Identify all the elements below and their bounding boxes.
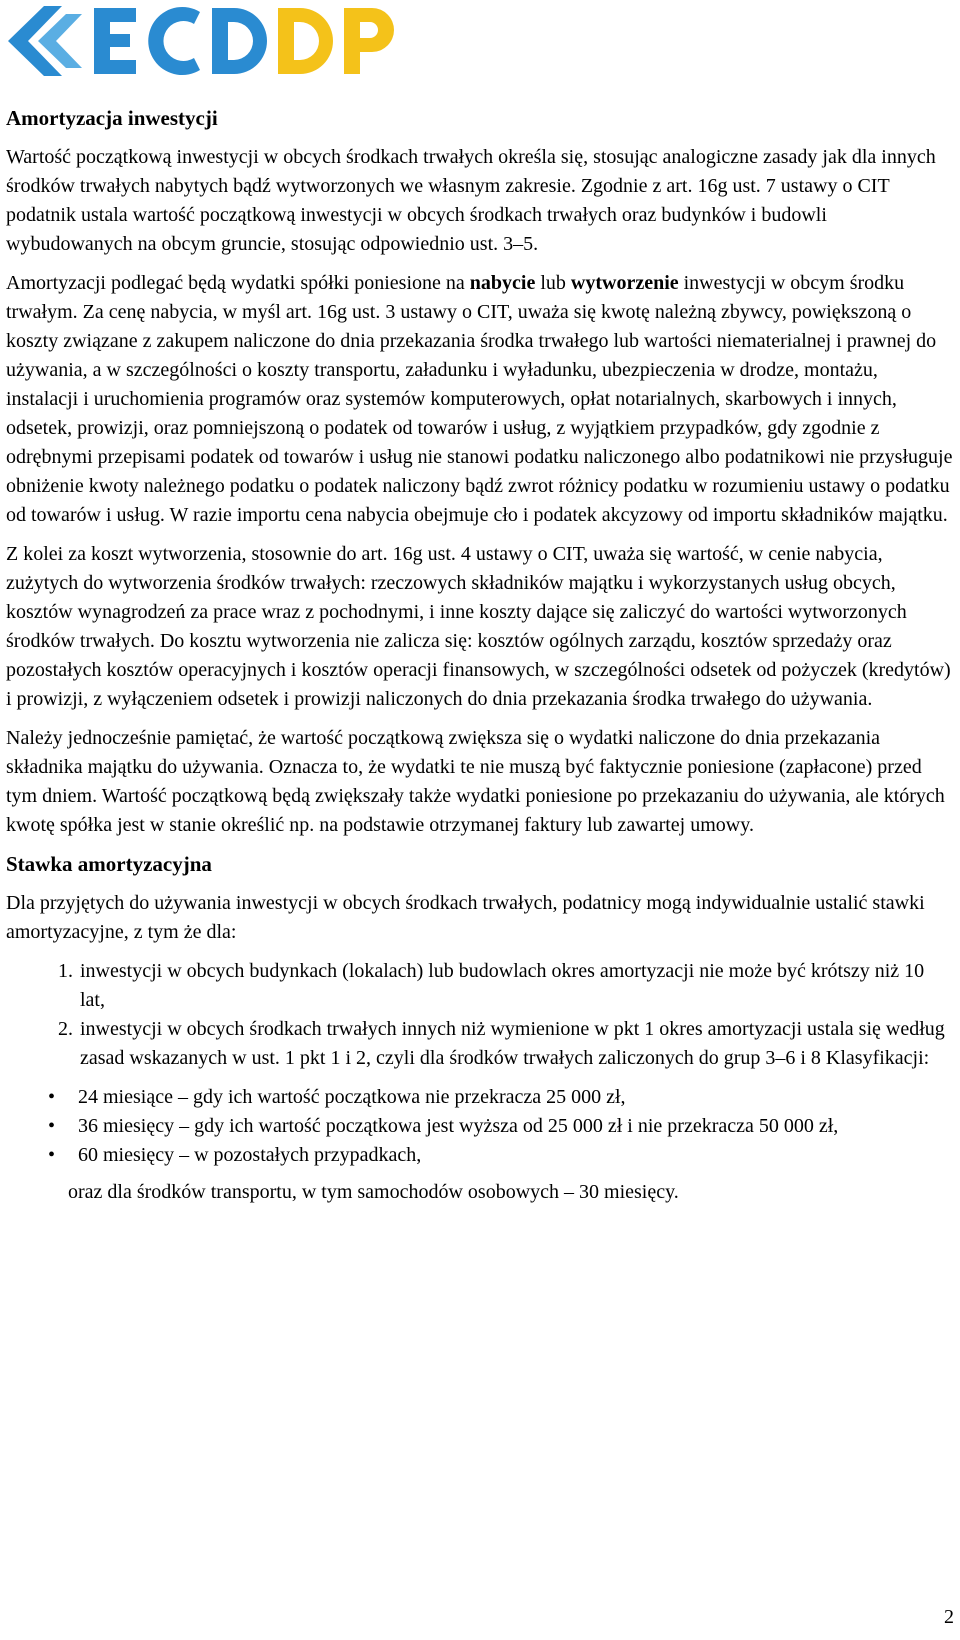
section-heading-amortyzacja: Amortyzacja inwestycji — [6, 106, 218, 130]
bullet-text: 24 miesiące – gdy ich wartość początkowa nie przekracza 25 000 zł, — [78, 1086, 626, 1108]
numbered-list-item: 2. inwestycji w obcych środkach trwałych innych niż wymienione w pkt 1 okres amortyzacji ustala się według zasad wskazanych w ust. 1 pkt 1 i 2, czyli dla środków trwałych zaliczonych do grup 3–6 i 8 Klasyfikacji: — [78, 1015, 954, 1073]
section-heading-stawka: Stawka amortyzacyjna — [6, 852, 212, 876]
bullet-list-item — [48, 1112, 954, 1141]
numbered-list-item: 1. inwestycji w obcych budynkach (lokalach) lub budowlach okres amortyzacji nie może być krótszy niż 10 lat, — [78, 957, 954, 1015]
ecddp-logo — [4, 2, 404, 80]
bullet-icon: • — [48, 1086, 56, 1108]
text-segment: lub — [535, 272, 571, 294]
logo-letter-e — [94, 8, 136, 74]
document-body — [6, 104, 954, 1217]
paragraph-production-cost: Z kolei za koszt wytworzenia, stosownie do art. 16g ust. 4 ustawy o CIT, uważa się wartość, w cenie nabycia, zużytych do wytworzenia środków trwałych: rzeczowych składników majątku i wykorzystanych usług obcych, kosztów wynagrodzeń za prace wraz z pochodnymi, i inne koszty dające się zaliczyć do wartości wytworzonych środków trwałych. Do kosztu wytworzenia nie zalicza się: kosztów ogólnych zarządu, kosztów sprzedaży oraz pozostałych kosztów operacyjnych i kosztów operacji finansowych, w szczególności odsetek od pożyczek (kredytów) i prowizji, z wyłączeniem odsetek i prowizji naliczonych do dnia przekazania środka trwałego do używania. — [6, 543, 951, 710]
bullet-list-item — [48, 1083, 954, 1112]
paragraph-purchase-price — [6, 269, 954, 530]
paragraph-expenses-note: Należy jednocześnie pamiętać, że wartość początkową zwiększa się o wydatki naliczone do dnia przekazania składnika majątku do używania. Oznacza to, że wydatki te nie muszą być faktycznie poniesione (zapłacone) przed tym dniem. Wartość początkową będą zwiększały także wydatki poniesione po przekazaniu do używania, ale których kwotę spółka jest w stanie określić np. na podstawie otrzymanej faktury lub zawartej umowy. — [6, 727, 945, 836]
logo-letter-c — [148, 7, 200, 75]
bullet-icon: • — [48, 1115, 56, 1137]
paragraph-transport: oraz dla środków transportu, w tym samochodów osobowych – 30 miesięcy. — [68, 1181, 679, 1203]
logo-letter-d2 — [278, 8, 333, 74]
text-segment: Amortyzacji podlegać będą wydatki spółki poniesione na — [6, 272, 470, 294]
bullet-list-item — [48, 1141, 954, 1170]
bullet-list — [6, 1083, 954, 1170]
numbered-list — [6, 957, 954, 1073]
bold-term-nabycie: nabycie — [469, 272, 536, 294]
paragraph-stawka-intro: Dla przyjętych do używania inwestycji w obcych środkach trwałych, podatnicy mogą indywidualnie ustalić stawki amortyzacyjne, z tym że dla: — [6, 892, 925, 943]
bullet-text: 36 miesięcy – gdy ich wartość początkowa jest wyższa od 25 000 zł i nie przekracza 50 000 zł, — [78, 1115, 839, 1137]
text-segment: inwestycji w obcym środku trwałym. Za cenę nabycia, w myśl art. 16g ust. 3 ustawy o CIT, uważa się kwotę należną zbywcy, powiększoną o koszty związane z zakupem naliczone do dnia przekazania środka trwałego lub wartości niematerialnej i prawnej do używania, a w szczególności o koszty transportu, załadunku i wyładunku, ubezpieczenia w drodze, montażu, instalacji i uruchomienia programów oraz systemów komputerowych, opłat notarialnych, skarbowych i innych, odsetek, prowizji, oraz pomniejszoną o podatek od towarów i usług, z wyjątkiem przypadków, gdy zgodnie z odrębnymi przepisami podatek od towarów i usług nie stanowi podatku naliczonego albo podatnikowi nie przysługuje obniżenie kwoty należnego podatku o podatek naliczony bądź zwrot różnicy podatku w rozumieniu ustawy o podatku od towarów i usług. W razie importu cena nabycia obejmuje cło i podatek akcyzowy od importu składników majątku. — [6, 272, 953, 526]
logo-letter-d1 — [212, 8, 267, 74]
bold-term-wytworzenie: wytworzenie — [570, 272, 679, 294]
paragraph-initial-value: Wartość początkową inwestycji w obcych środkach trwałych określa się, stosując analogiczne zasady jak dla innych środków trwałych nabytych bądź wytworzonych we własnym zakresie. Zgodnie z art. 16g ust. 7 ustawy o CIT podatnik ustala wartość początkową inwestycji w obcych środkach trwałych oraz budynków i budowli wybudowanych na obcym gruncie, stosując odpowiednio ust. 3–5. — [6, 146, 936, 255]
bullet-text: 60 miesięcy – w pozostałych przypadkach, — [78, 1144, 422, 1166]
logo-letter-p — [344, 8, 394, 74]
bullet-icon: • — [48, 1144, 56, 1166]
page-number: 2 — [944, 1606, 954, 1628]
